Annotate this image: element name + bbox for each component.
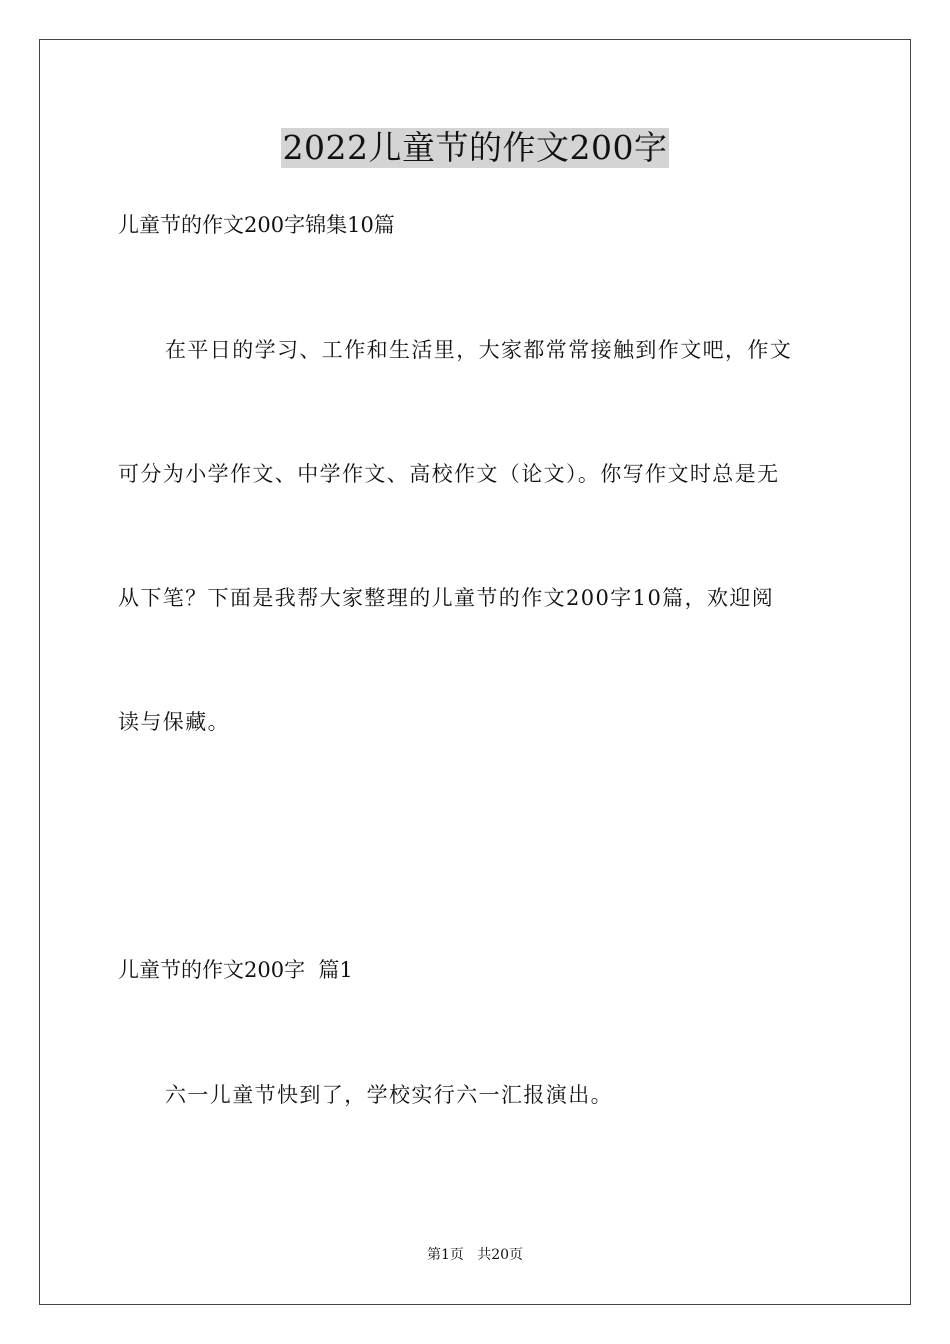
document-title: 2022儿童节的作文200字 bbox=[282, 128, 668, 167]
section-first-line: 六一儿童节快到了，学校实行六一汇报演出。 bbox=[165, 1083, 613, 1107]
intro-line-3: 从下笔？下面是我帮大家整理的儿童节的作文200字10篇，欢迎阅 bbox=[118, 586, 775, 610]
section-heading: 儿童节的作文200字 篇1 bbox=[118, 958, 353, 982]
document-subtitle: 儿童节的作文200字锦集10篇 bbox=[118, 213, 395, 237]
intro-line-2: 可分为小学作文、中学作文、高校作文（论文）。你写作文时总是无 bbox=[118, 462, 780, 486]
title-container bbox=[0, 128, 950, 168]
intro-line-4: 读与保藏。 bbox=[118, 710, 230, 734]
intro-line-1: 在平日的学习、工作和生活里，大家都常常接触到作文吧，作文 bbox=[165, 338, 793, 362]
page-footer: 第1页 共20页 bbox=[426, 1247, 524, 1263]
